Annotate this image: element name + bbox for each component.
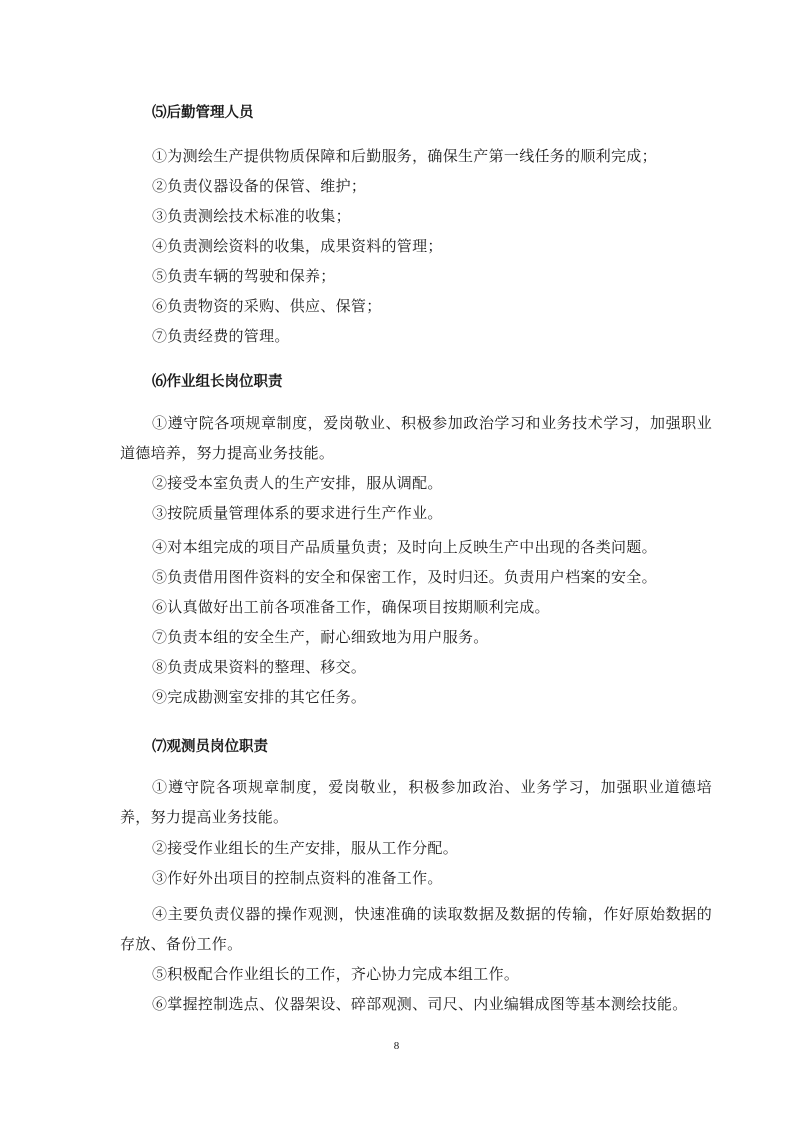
logistics-item-7: ⑦负责经费的管理。: [152, 327, 290, 345]
page-number: 8: [393, 1040, 400, 1052]
observer-item-4: ④主要负责仪器的操作观测，快速准确的读取数据及数据的传输，作好原始数据的存放、备份工作。: [120, 905, 712, 953]
team-leader-item-9: ⑨完成勘测室安排的其它任务。: [152, 688, 367, 706]
observer-item-6: ⑥掌握控制选点、仪器架设、碎部观测、司尺、内业编辑成图等基本测绘技能。: [152, 995, 688, 1013]
section-heading-team-leader: ⑹作业组长岗位职责: [152, 374, 283, 390]
team-leader-item-2: ②接受本室负责人的生产安排，服从调配。: [152, 474, 443, 492]
team-leader-item-6: ⑥认真做好出工前各项准备工作，确保项目按期顺利完成。: [152, 598, 550, 616]
team-leader-item-3: ③按院质量管理体系的要求进行生产作业。: [152, 504, 443, 522]
team-leader-item-4: ④对本组完成的项目产品质量负责；及时向上反映生产中出现的各类问题。: [152, 538, 657, 556]
logistics-item-3: ③负责测绘技术标准的收集；: [152, 207, 351, 225]
observer-item-2: ②接受作业组长的生产安排，服从工作分配。: [152, 839, 459, 857]
logistics-item-4: ④负责测绘资料的收集，成果资料的管理；: [152, 237, 443, 255]
section-heading-observer: ⑺观测员岗位职责: [152, 739, 268, 755]
section-heading-logistics: ⑸后勤管理人员: [152, 105, 254, 121]
observer-item-5: ⑤积极配合作业组长的工作，齐心协力完成本组工作。: [152, 965, 520, 983]
team-leader-item-5: ⑤负责借用图件资料的安全和保密工作，及时归还。负责用户档案的安全。: [152, 568, 657, 586]
observer-item-3: ③作好外出项目的控制点资料的准备工作。: [152, 869, 443, 887]
team-leader-item-1: ①遵守院各项规章制度，爱岗敬业、积极参加政治学习和业务技术学习，加强职业道德培养，努力提高业务技能。: [120, 414, 712, 462]
logistics-item-2: ②负责仪器设备的保管、维护；: [152, 177, 367, 195]
observer-item-1: ①遵守院各项规章制度，爱岗敬业，积极参加政治、业务学习，加强职业道德培养，努力提高业务技能。: [120, 778, 712, 826]
team-leader-item-8: ⑧负责成果资料的整理、移交。: [152, 658, 367, 676]
logistics-item-1: ①为测绘生产提供物质保障和后勤服务，确保生产第一线任务的顺利完成；: [152, 147, 657, 165]
logistics-item-5: ⑤负责车辆的驾驶和保养；: [152, 267, 336, 285]
logistics-item-6: ⑥负责物资的采购、供应、保管；: [152, 297, 382, 315]
team-leader-item-7: ⑦负责本组的安全生产，耐心细致地为用户服务。: [152, 628, 489, 646]
